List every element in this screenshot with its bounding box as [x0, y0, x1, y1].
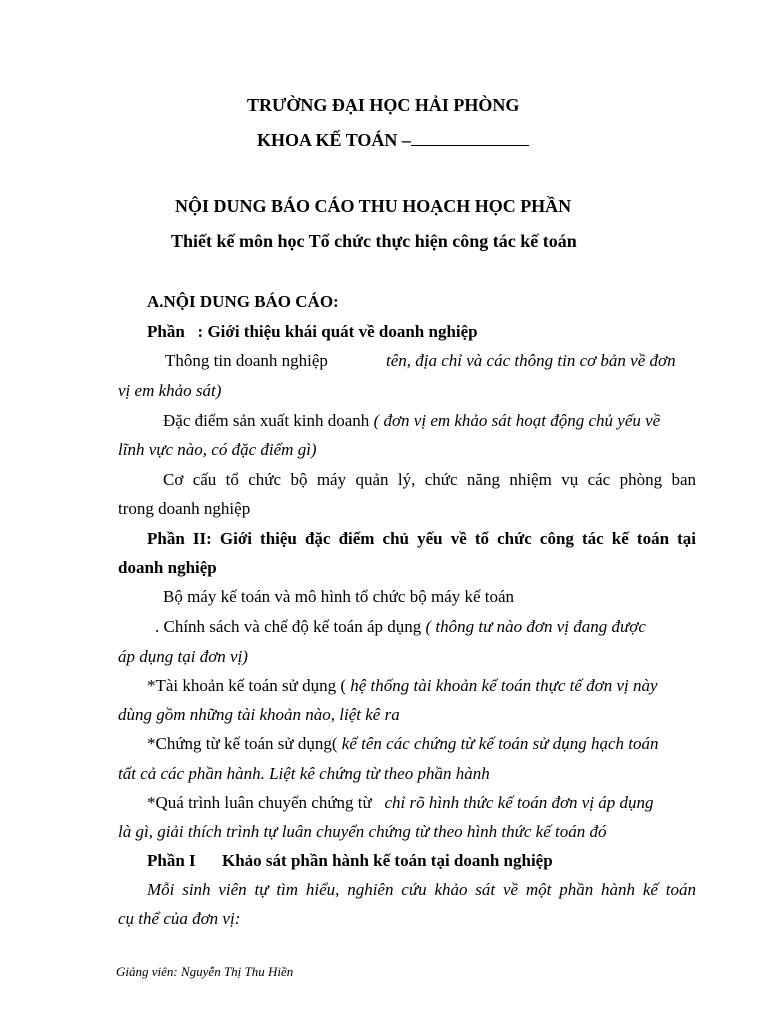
part3-desc-line2: cụ thể của đơn vị:	[118, 909, 241, 928]
part2-item4-text: *Chứng từ kế toán sử dụng(	[147, 734, 338, 753]
part1-item1-note-cont: vị em khảo sát)	[118, 381, 222, 400]
part3-label: Phần I	[147, 851, 196, 870]
faculty-blank	[411, 131, 529, 146]
part2-item4-note-cont: tất cả các phần hành. Liệt kê chứng từ theo phần hành	[118, 764, 490, 783]
part3-desc-line1: Mỗi sinh viên tự tìm hiểu, nghiên cứu khảo sát về một phần hành kế toán	[147, 880, 696, 899]
part2-item1: Bộ máy kế toán và mô hình tổ chức bộ máy kế toán	[163, 587, 515, 606]
part1-item2-note: ( đơn vị em khảo sát hoạt động chủ yếu về	[373, 411, 661, 430]
part2-item5	[147, 793, 654, 813]
part1-label: Phần	[147, 322, 185, 341]
part2-item3-note: hệ thống tài khoản kế toán thực tế đơn vị này	[350, 676, 658, 695]
part3-title: Khảo sát phần hành kế toán tại doanh nghiệp	[222, 851, 553, 870]
part2-item2-note-cont: áp dụng tại đơn vị)	[118, 647, 248, 666]
part2-item2-note: ( thông tư nào đơn vị đang được	[425, 617, 646, 636]
faculty-line	[257, 130, 529, 150]
part1-title: : Giới thiệu khái quát về doanh nghiệp	[197, 322, 478, 341]
part2-heading-line2: doanh nghiệp	[118, 558, 217, 577]
part1-heading	[147, 322, 478, 342]
part2-item5-text: *Quá trình luân chuyển chứng từ	[147, 793, 372, 812]
part1-item2	[163, 411, 660, 431]
part2-item2-text: . Chính sách và chế độ kế toán áp dụng	[155, 617, 422, 636]
part2-item4	[147, 734, 659, 754]
part2-heading-line1: Phần II: Giới thiệu đặc điểm chủ yếu về tổ chức công tác kế toán tại	[147, 529, 696, 548]
report-subtitle: Thiết kế môn học Tổ chức thực hiện công tác kế toán	[171, 231, 577, 251]
part1-item3-line2: trong doanh nghiệp	[118, 499, 251, 518]
part2-item3-note-cont: dùng gồm những tài khoản nào, liệt kê ra	[118, 705, 400, 724]
part1-item2-note-cont: lĩnh vực nào, có đặc điểm gì)	[118, 440, 317, 459]
footer-lecturer: Giảng viên: Nguyễn Thị Thu Hiền	[116, 964, 294, 979]
faculty-name: KHOA KẾ TOÁN –	[257, 130, 411, 150]
part1-item1-text: Thông tin doanh nghiệp	[165, 351, 328, 370]
part2-item4-note: kể tên các chứng từ kế toán sử dụng hạch toán	[341, 734, 659, 753]
part1-item2-text: Đặc điểm sản xuất kinh doanh	[163, 411, 370, 430]
part1-item3-line1: Cơ cấu tổ chức bộ máy quản lý, chức năng nhiệm vụ các phòng ban	[163, 470, 696, 489]
part2-item3-text: *Tài khoản kế toán sử dụng (	[147, 676, 347, 695]
section-a-heading: A.NỘI DUNG BÁO CÁO:	[147, 292, 339, 311]
part1-item1-note: tên, địa chỉ và các thông tin cơ bản về đơn	[386, 351, 676, 370]
part2-item3	[147, 676, 658, 696]
part2-item5-note-cont: là gì, giải thích trình tự luân chuyển chứng từ theo hình thức kế toán đó	[118, 822, 607, 841]
university-name: TRƯỜNG ĐẠI HỌC HẢI PHÒNG	[247, 95, 520, 115]
report-title: NỘI DUNG BÁO CÁO THU HOẠCH HỌC PHẦN	[175, 196, 572, 216]
part2-item2	[155, 617, 646, 637]
part2-item5-note: chỉ rõ hình thức kế toán đơn vị áp dụng	[384, 793, 654, 812]
